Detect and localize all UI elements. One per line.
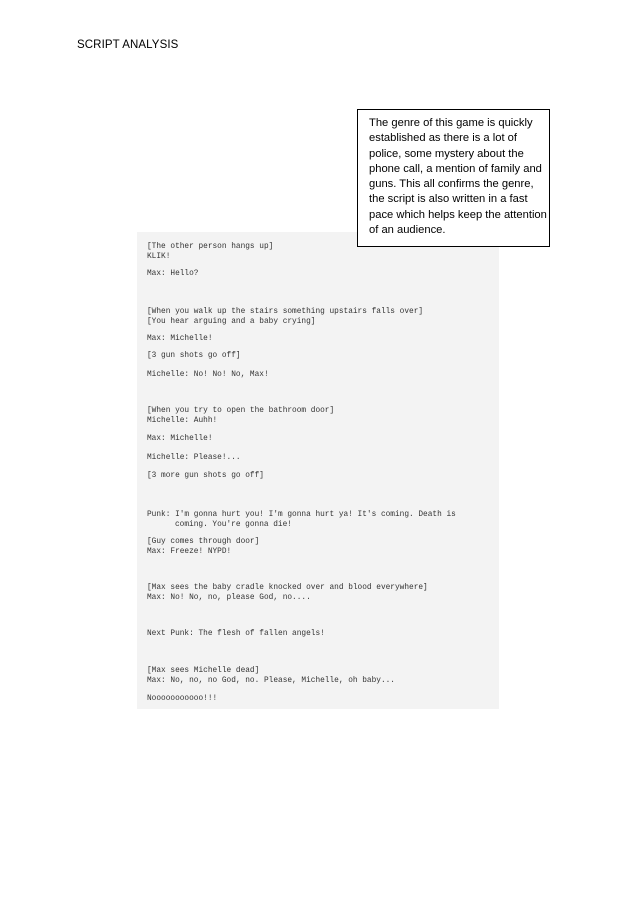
script-line: Punk: I'm gonna hurt you! I'm gonna hurt ya! It's coming. Death is: [147, 511, 456, 519]
script-line: [Guy comes through door]: [147, 538, 260, 546]
script-line: Max: No, no, no God, no. Please, Michelle, oh baby...: [147, 677, 395, 685]
script-line: Michelle: No! No! No, Max!: [147, 371, 269, 379]
script-line: Max: No! No, no, please God, no....: [147, 594, 311, 602]
script-line: coming. You're gonna die!: [175, 521, 292, 529]
script-line: Michelle: Auhh!: [147, 417, 218, 425]
script-line: Max: Hello?: [147, 270, 199, 278]
script-excerpt-panel: [137, 232, 499, 709]
annotation-line: pace which helps keep the attention: [369, 208, 547, 221]
script-line: [When you walk up the stairs something upstairs falls over]: [147, 308, 424, 316]
script-line: [3 gun shots go off]: [147, 352, 241, 360]
page-header-title: SCRIPT ANALYSIS: [77, 39, 179, 51]
script-line: Next Punk: The flesh of fallen angels!: [147, 630, 325, 638]
script-line: [Max sees Michelle dead]: [147, 667, 260, 675]
script-line: [The other person hangs up]: [147, 243, 274, 251]
annotation-line: phone call, a mention of family and: [369, 162, 542, 175]
annotation-line: of an audience.: [369, 224, 446, 237]
script-line: [3 more gun shots go off]: [147, 472, 264, 480]
script-line: Michelle: Please!...: [147, 454, 241, 462]
script-line: Nooooooooooo!!!: [147, 695, 218, 703]
annotation-line: The genre of this game is quickly: [369, 117, 533, 129]
annotation-line: police, some mystery about the: [369, 147, 524, 160]
script-line: [You hear arguing and a baby crying]: [147, 318, 316, 326]
script-line: Max: Michelle!: [147, 335, 213, 343]
script-line: Max: Michelle!: [147, 435, 213, 443]
annotation-line: guns. This all confirms the genre,: [369, 178, 534, 191]
script-line: [When you try to open the bathroom door]: [147, 407, 335, 415]
script-lines: [137, 232, 499, 709]
annotation-line: established as there is a lot of: [369, 132, 518, 145]
script-line: Max: Freeze! NYPD!: [147, 548, 232, 556]
script-line: [Max sees the baby cradle knocked over and blood everywhere]: [147, 584, 428, 592]
annotation-box: [357, 109, 550, 247]
script-line: KLIK!: [147, 253, 171, 261]
annotation-line: the script is also written in a fast: [369, 193, 528, 206]
